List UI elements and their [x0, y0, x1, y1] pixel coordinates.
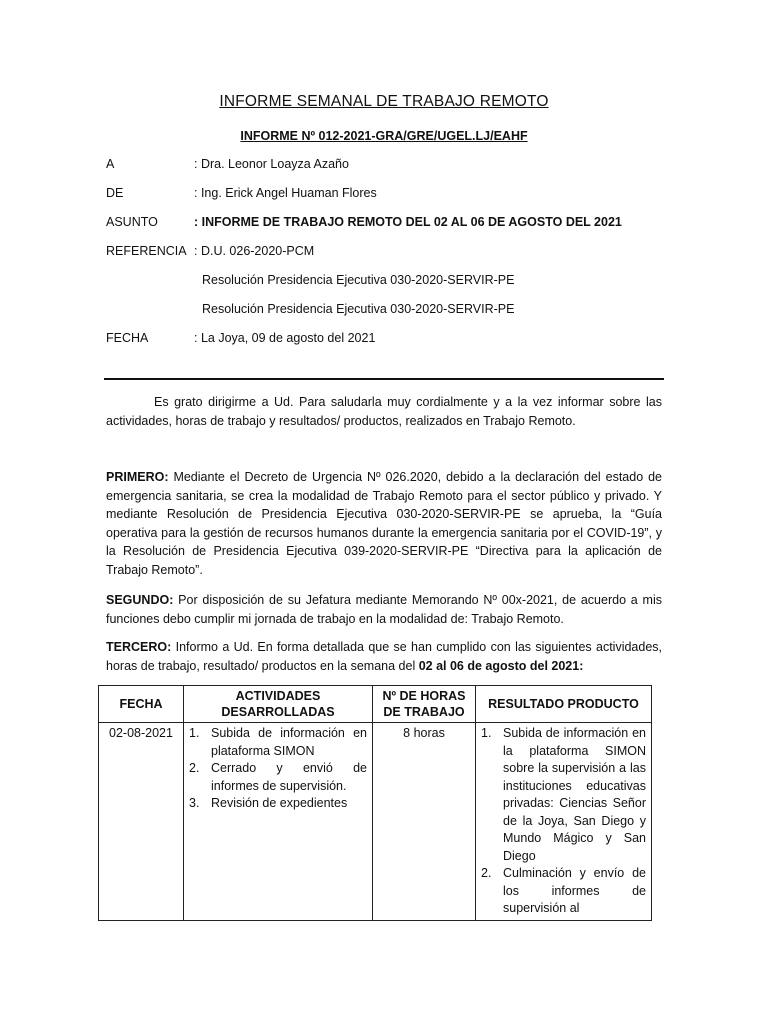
- referencia-line: Resolución Presidencia Ejecutiva 030-2020-SERVIR-PE: [202, 302, 515, 316]
- header-value: : D.U. 026-2020-PCM: [194, 244, 315, 258]
- header-row-a: [106, 157, 349, 171]
- header-row-asunto: [106, 215, 622, 229]
- primero-paragraph: [106, 468, 662, 579]
- table-header-row: [99, 686, 652, 723]
- segundo-paragraph: [106, 591, 662, 628]
- list-item: 1. Subida de información en la plataforma SIMON sobre la supervisión a las instituciones educativas privadas: Ciencias Señor de la Joya, San Diego y Mundo Mágico y San Diego: [481, 726, 646, 863]
- document-title: INFORME SEMANAL DE TRABAJO REMOTO: [219, 93, 549, 110]
- header-row-referencia: [106, 244, 314, 258]
- list-item: 3. Revisión de expedientes: [189, 796, 348, 810]
- header-row-fecha: [106, 331, 375, 345]
- cell-fecha: 02-08-2021: [99, 723, 184, 921]
- header-value: : Ing. Erick Angel Huaman Flores: [194, 186, 377, 200]
- column-header: FECHA: [99, 686, 184, 723]
- paragraph-text: Por disposición de su Jefatura mediante Memorando Nº 00x-2021, de acuerdo a mis funciones debo cumplir mi jornada de trabajo en la modalidad de: Trabajo Remoto.: [106, 593, 662, 626]
- list-item: 2. Cerrado y envió de informes de supervisión.: [189, 761, 367, 793]
- header-label: ASUNTO: [106, 215, 158, 229]
- table-row: [99, 723, 652, 921]
- paragraph-bold-text: 02 al 06 de agosto del 2021:: [418, 658, 584, 673]
- header-value: : INFORME DE TRABAJO REMOTO DEL 02 AL 06 DE AGOSTO DEL 2021: [194, 215, 622, 229]
- header-row-de: [106, 186, 377, 200]
- header-label: DE: [106, 186, 124, 200]
- intro-paragraph: Es grato dirigirme a Ud. Para saludarla muy cordialmente y a la vez informar sobre las actividades, horas de trabajo y resultados/ productos, realizados en Trabajo Remoto.: [106, 395, 662, 428]
- referencia-line: Resolución Presidencia Ejecutiva 030-2020-SERVIR-PE: [202, 273, 515, 287]
- list-item: 2. Culminación y envío de los informes de supervisión al: [481, 866, 646, 915]
- column-header: RESULTADO PRODUCTO: [476, 686, 652, 723]
- header-value: : Dra. Leonor Loayza Azaño: [194, 157, 349, 171]
- activities-table: [98, 685, 652, 921]
- header-value: : La Joya, 09 de agosto del 2021: [194, 331, 376, 345]
- cell-horas: 8 horas: [373, 723, 476, 921]
- list-item: 1. Subida de información en plataforma SIMON: [189, 726, 367, 758]
- cell-resultados: [476, 723, 652, 921]
- paragraph-label: SEGUNDO:: [106, 593, 174, 607]
- header-label: A: [106, 157, 115, 171]
- column-header: ACTIVIDADES DESARROLLADAS: [184, 686, 373, 723]
- paragraph-text: Informo a Ud. En forma detallada que se han cumplido con las siguientes actividades, horas de trabajo, resultado/ productos en la semana del: [106, 640, 662, 673]
- header-label: REFERENCIA: [106, 244, 187, 258]
- header-label: FECHA: [106, 331, 149, 345]
- column-header: Nº DE HORAS DE TRABAJO: [373, 686, 476, 723]
- cell-actividades: [184, 723, 373, 921]
- paragraph-label: PRIMERO:: [106, 470, 169, 484]
- paragraph-text: Mediante el Decreto de Urgencia Nº 026.2020, debido a la declaración del estado de emergencia sanitaria, se crea la modalidad de Trabajo Remoto para el sector público y privado. Y mediante Resolución de Presidencia Ejecutiva 030-2020-SERVIR-PE se aprueba, la “Guía operativa para la gestión de recursos humanos durante la emergencia sanitaria por el COVID-19”, y la Resolución de Presidencia Ejecutiva 039-2020-SERVIR-PE “Directiva para la aplicación de Trabajo Remoto”.: [106, 470, 662, 577]
- tercero-paragraph: [106, 638, 662, 675]
- report-number: INFORME Nº 012-2021-GRA/GRE/UGEL.LJ/EAHF: [240, 129, 528, 143]
- paragraph-label: TERCERO:: [106, 640, 172, 654]
- header-divider: [104, 378, 664, 380]
